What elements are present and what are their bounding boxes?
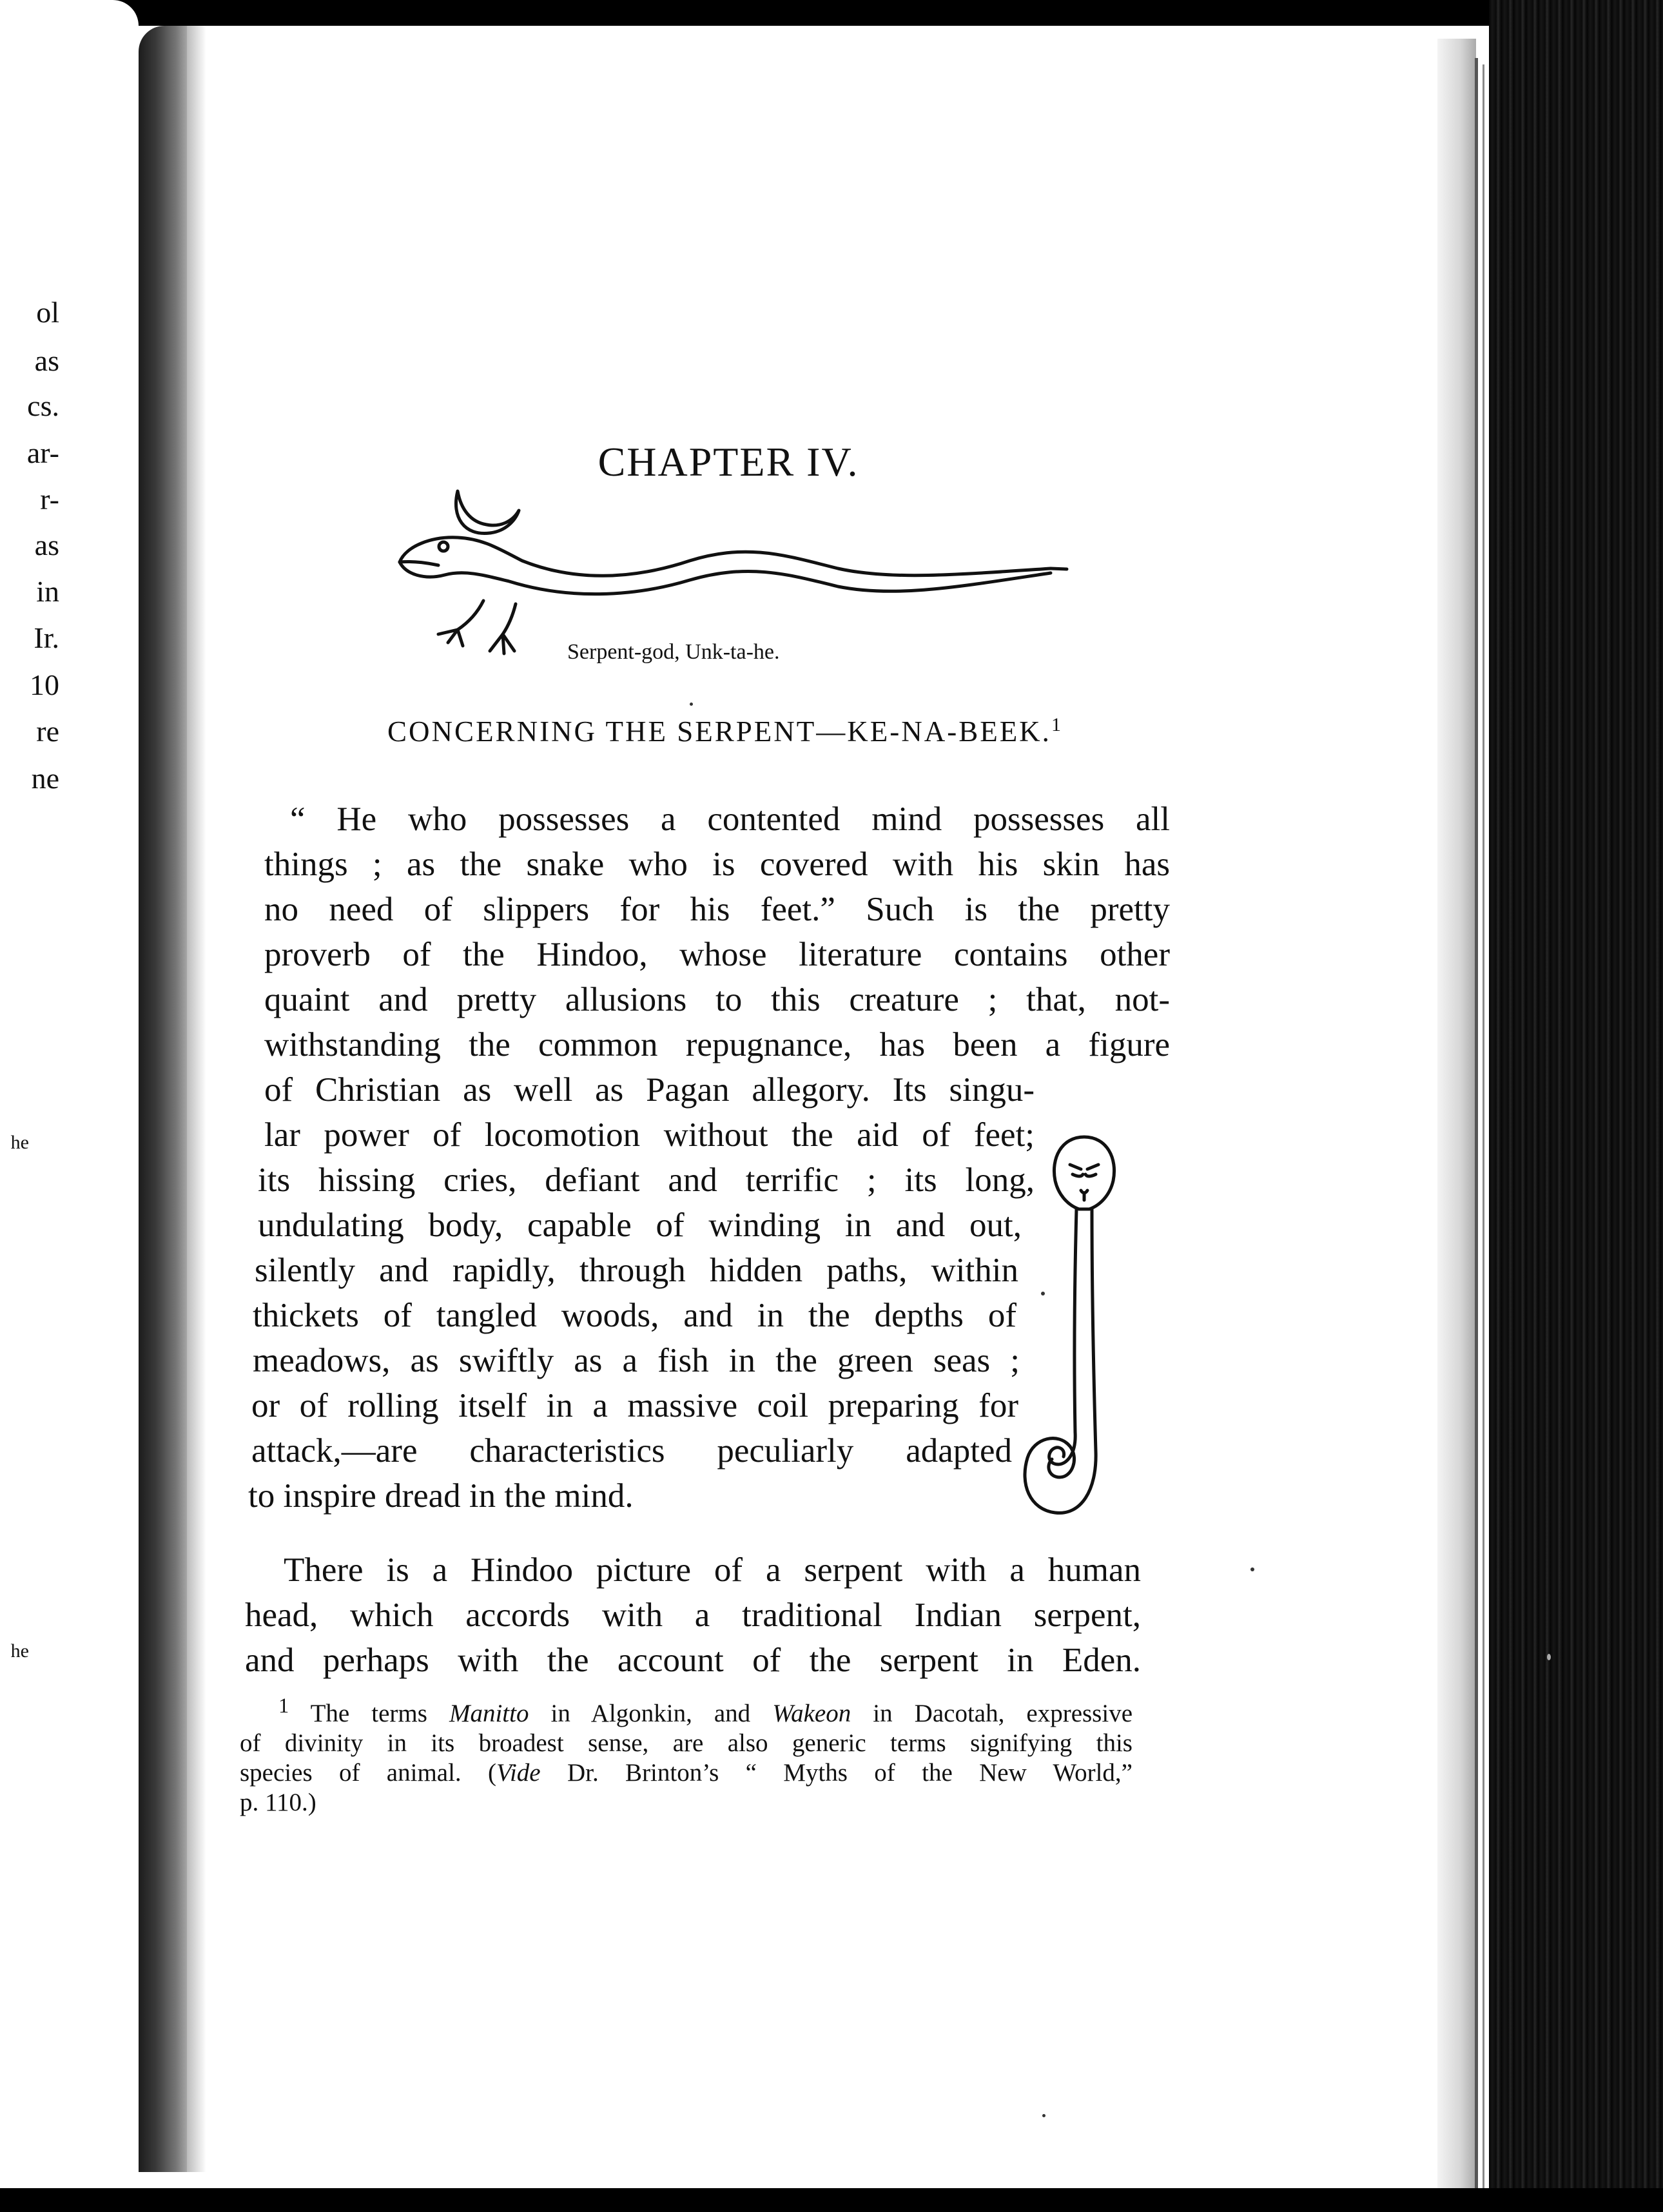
footnote-line: of divinity in its broadest sense, are also generic terms signifying this <box>240 1729 1133 1757</box>
page-edge-line <box>1475 58 1478 2212</box>
text-line: its hissing cries, defiant and terrific ; its long, <box>258 1161 1035 1199</box>
footnote-line <box>240 1758 1133 1788</box>
serpent-god-illustration <box>387 485 1070 665</box>
text-line: thickets of tangled woods, and in the depths of <box>253 1297 1016 1334</box>
chapter-heading: CHAPTER IV. <box>598 439 859 485</box>
text-line: undulating body, capable of winding in and out, <box>258 1207 1022 1244</box>
text-line: no need of slippers for his feet.” Such is the pretty <box>264 891 1170 928</box>
text-line: attack,—are characteristics peculiarly adapted <box>251 1432 1012 1470</box>
fragment: he <box>10 1640 29 1662</box>
section-heading <box>348 714 1102 748</box>
text-line: silently and rapidly, through hidden paths, within <box>255 1252 1018 1289</box>
footnote-ref: 1 <box>1051 714 1063 735</box>
text-line: meadows, as swiftly as a fish in the green seas ; <box>253 1342 1020 1379</box>
book-page-stack <box>1489 0 1663 2212</box>
footnote-text: in Dacotah, expressive <box>851 1700 1133 1727</box>
page-edge-shadow <box>1437 39 1476 2212</box>
figure-caption: Serpent-god, Unk-ta-he. <box>567 640 780 664</box>
text-line: or of rolling itself in a massive coil preparing for <box>251 1387 1018 1424</box>
footnote <box>240 1691 1133 1818</box>
text-line: and perhaps with the account of the serpent in Eden. <box>245 1642 1141 1679</box>
footnote-italic-term: Vide <box>496 1759 541 1787</box>
coiled-serpent-illustration <box>1020 1129 1149 1522</box>
text-line: There is a Hindoo picture of a serpent with a human <box>284 1551 1141 1589</box>
footnote-line <box>240 1691 1133 1729</box>
fragment: r- <box>40 483 59 516</box>
fragment: as <box>34 529 59 561</box>
text-line: head, which accords with a traditional Indian serpent, <box>245 1596 1141 1634</box>
fragment: ar- <box>26 436 59 469</box>
text-line: “ He who possesses a contented mind possesses all <box>290 800 1170 838</box>
printing-speck <box>1042 2114 1045 2117</box>
printing-speck <box>1250 1567 1254 1571</box>
section-title: CONCERNING THE SERPENT—KE-NA-BEEK. <box>387 715 1051 748</box>
printing-speck <box>1041 1292 1045 1295</box>
scan-top-border <box>0 0 1663 26</box>
text-line: of Christian as well as Pagan allegory. Its singu- <box>264 1071 1035 1109</box>
facing-page <box>0 0 139 2212</box>
fragment: Ir. <box>34 621 59 654</box>
footnote-text: in Algonkin, and <box>529 1700 773 1727</box>
printing-speck <box>690 703 693 706</box>
text-line: lar power of locomotion without the aid of feet; <box>264 1116 1035 1154</box>
fragment: 10 <box>30 668 59 701</box>
text-line: quaint and pretty allusions to this creature ; that, not- <box>264 981 1170 1018</box>
footnote-italic-term: Wakeon <box>772 1700 851 1727</box>
footnote-line: p. 110.) <box>240 1789 316 1816</box>
text-line: things ; as the snake who is covered with his skin has <box>264 846 1170 883</box>
fragment: ne <box>31 762 59 795</box>
text-line: withstanding the common repugnance, has been a figure <box>264 1026 1170 1063</box>
printing-speck <box>1547 1654 1551 1660</box>
fragment: re <box>36 715 59 748</box>
footnote-number: 1 <box>278 1694 289 1718</box>
footnote-text: Dr. Brinton’s “ Myths of the New World,” <box>540 1759 1133 1787</box>
page-edge-line-inner <box>1483 64 1484 2212</box>
fragment: ol <box>36 296 59 329</box>
fragment: in <box>36 575 59 608</box>
gutter-highlight <box>187 26 206 2172</box>
fragment: as <box>34 344 59 377</box>
text-line: to inspire dread in the mind. <box>248 1477 634 1515</box>
fragment: cs. <box>27 389 59 422</box>
footnote-text: The terms <box>310 1700 449 1727</box>
scan-bottom-border <box>0 2188 1663 2212</box>
footnote-text: species of animal. ( <box>240 1759 497 1787</box>
fragment: he <box>10 1132 29 1153</box>
footnote-italic-term: Manitto <box>449 1700 529 1727</box>
text-line: proverb of the Hindoo, whose literature contains other <box>264 936 1170 973</box>
